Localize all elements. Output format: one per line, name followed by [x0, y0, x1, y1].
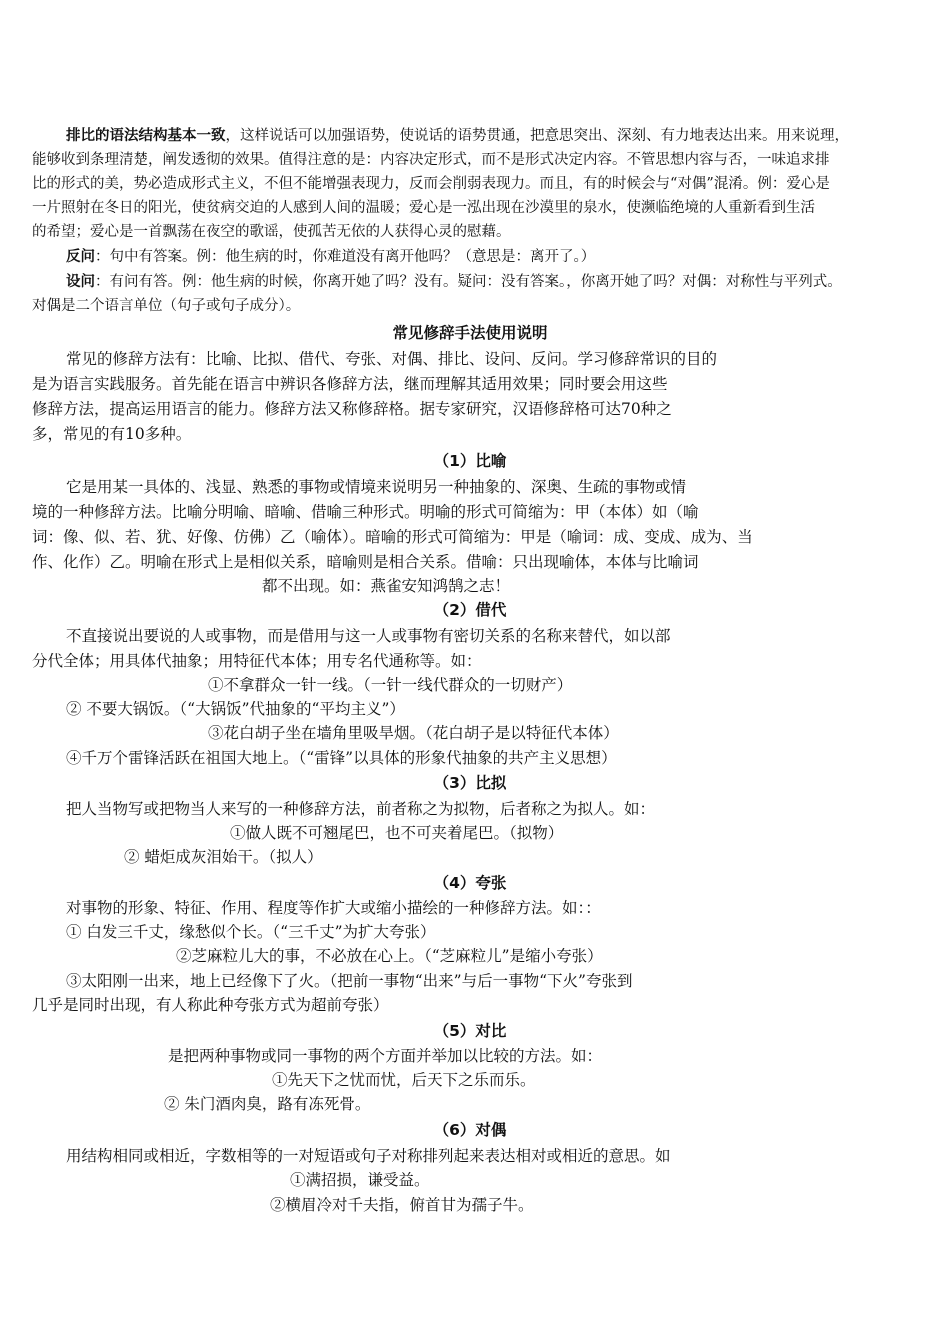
section-heading-antithesis: （6）对偶 [433, 1121, 507, 1139]
example-line: ② 不要大锅饭。（“大锅饭”代抽象的“平均主义”） [66, 700, 405, 718]
section-text-line: 把人当物写或把物当人来写的一种修辞方法，前者称之为拟物，后者称之为拟人。如： [66, 800, 656, 818]
example-line: ③太阳刚一出来，地上已经像下了火。（把前一事物“出来”与后一事物“下火”夸张到 [66, 972, 633, 990]
example-line: ② 蜡炬成灰泪始干。（拟人） [124, 848, 323, 866]
intro-paragraph-line: 能够收到条理清楚，阐发透彻的效果。值得注意的是：内容决定形式，而不是形式决定内容。不管思想内容与否，一味追求排 [32, 152, 830, 168]
example-line: ① 白发三千丈，缘愁似个长。（“三千丈”为扩大夸张） [66, 923, 436, 941]
section-text-line: 对事物的形象、特征、作用、程度等作扩大或缩小描绘的一种修辞方法。如：： [66, 899, 601, 917]
intro-bold-lead: 排比的语法结构基本一致 [66, 128, 226, 144]
example-line: ①不拿群众一针一线。（一针一线代群众的一切财产） [208, 676, 573, 694]
section-heading-contrast: （5）对比 [433, 1022, 507, 1040]
overview-line: 是为语言实践服务。首先能在语言中辨识各修辞方法，继而理解其适用效果；同时要会用这些 [32, 375, 668, 393]
section-text-line: 都不出现。如：燕雀安知鸿鹄之志！ [262, 577, 511, 595]
section-heading-metonymy: （2）借代 [433, 601, 507, 619]
example-line: 几乎是同时出现，有人称此种夸张方式为超前夸张） [32, 996, 389, 1014]
section-heading-personification: （3）比拟 [433, 774, 507, 792]
rhetorical-question-label: 反问 [66, 249, 95, 265]
example-line: ②芝麻粒儿大的事，不必放在心上。（“芝麻粒儿”是缩小夸张） [176, 947, 603, 965]
example-line: ③花白胡子坐在墙角里吸旱烟。（花白胡子是以特征代本体） [208, 724, 619, 742]
section-text-line: 分代全体；用具体代抽象；用特征代本体；用专名代通称等。如： [32, 652, 482, 670]
example-line: ①满招损，谦受益。 [290, 1171, 430, 1189]
overview-line: 常见的修辞方法有：比喻、比拟、借代、夸张、对偶、排比、设问、反问。学习修辞常识的目的 [66, 350, 718, 368]
section-text-line: 用结构相同或相近，字数相等的一对短语或句子对称排列起来表达相对或相近的意思。如 [66, 1147, 671, 1165]
intro-text: ，这样说话可以加强语势，使说话的语势贯通，把意思突出、深刻、有力地表达出来。用来说理， [225, 128, 849, 144]
example-line: ①做人既不可翘尾巴，也不可夹着尾巴。（拟物） [230, 824, 564, 842]
intro-paragraph-line [66, 127, 849, 145]
section-heading-hyperbole: （4）夸张 [433, 874, 507, 892]
rhetorical-question-line [66, 248, 595, 266]
intro-paragraph-line: 的希望；爱心是一首飘荡在夜空的歌谣，使孤苦无依的人获得心灵的慰藉。 [32, 224, 511, 240]
section-text-line: 境的一种修辞方法。比喻分明喻、暗喻、借喻三种形式。明喻的形式可简缩为：甲（本体）如（喻 [32, 503, 699, 521]
question-answer-label: 设问 [66, 274, 95, 290]
overview-line: 修辞方法，提高运用语言的能力。修辞方法又称修辞格。据专家研究，汉语修辞格可达70种之 [32, 400, 672, 418]
section-text-line: 词：像、似、若、犹、好像、仿佛）乙（喻体）。暗喻的形式可简缩为：甲是（喻词：成、变成、成为、当 [32, 528, 753, 546]
question-answer-line: 对偶是二个语言单位（句子或句子成分）。 [32, 298, 301, 314]
example-line: ①先天下之忧而忧，后天下之乐而乐。 [272, 1071, 536, 1089]
section-text-line: 是把两种事物或同一事物的两个方面并举加以比较的方法。如： [168, 1047, 603, 1065]
rhetorical-question-text: ：句中有答案。例：他生病的时，你难道没有离开他吗？（意思是：离开了。） [95, 249, 596, 265]
intro-paragraph-line: 比的形式的美，势必造成形式主义，不但不能增强表现力，反而会削弱表现力。而且，有的时候会与“对偶”混淆。例：爱心是 [32, 176, 830, 192]
page-title: 常见修辞手法使用说明 [392, 324, 548, 342]
section-text-line: 不直接说出要说的人或事物，而是借用与这一人或事物有密切关系的名称来替代，如以部 [66, 627, 671, 645]
overview-line: 多，常见的有10多种。 [32, 425, 192, 443]
example-line: ④千万个雷锋活跃在祖国大地上。（“雷锋”以具体的形象代抽象的共产主义思想） [66, 749, 617, 767]
example-line: ② 朱门酒肉臭，路有冻死骨。 [164, 1095, 371, 1113]
section-text-line: 作、化作）乙。明喻在形式上是相似关系，暗喻则是相合关系。借喻：只出现喻体，本体与比喻词 [32, 553, 699, 571]
section-heading-metaphor: （1）比喻 [433, 452, 507, 470]
example-line: ②横眉冷对千夫指，俯首甘为孺子牛。 [270, 1196, 534, 1214]
question-answer-line [66, 273, 842, 291]
section-text-line: 它是用某一具体的、浅显、熟悉的事物或情境来说明另一种抽象的、深奥、生疏的事物或情 [66, 478, 687, 496]
question-answer-text: ：有问有答。例：他生病的时候，你离开她了吗？没有。疑问：没有答案。，你离开她了吗？对偶：对称性与平列式。 [95, 274, 842, 290]
intro-paragraph-line: 一片照射在冬日的阳光，使贫病交迫的人感到人间的温暖；爱心是一泓出现在沙漠里的泉水，使濒临绝境的人重新看到生活 [32, 200, 815, 216]
